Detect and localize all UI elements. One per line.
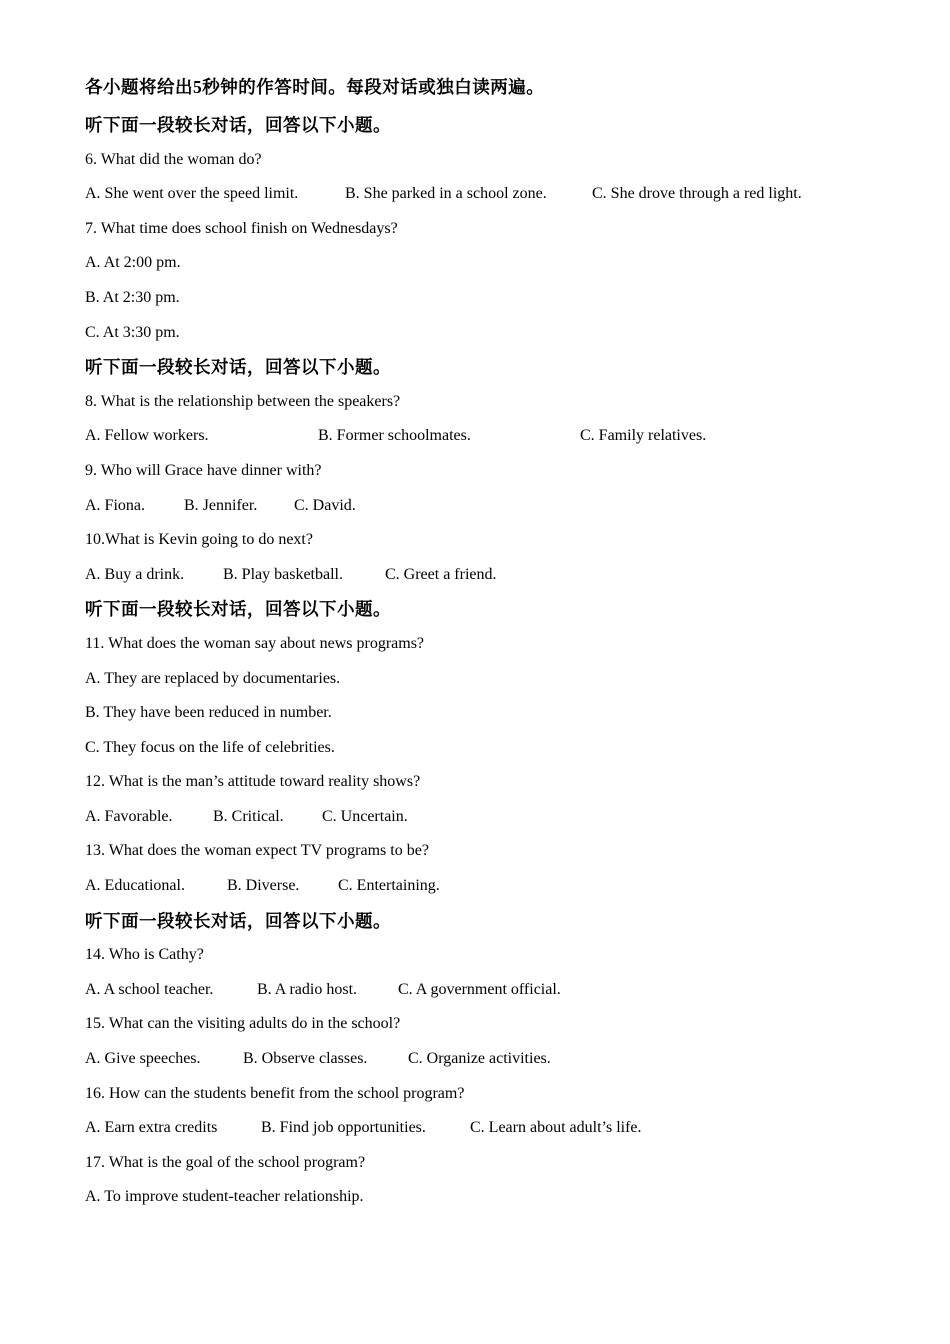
option-c: C. Entertaining. [338,877,440,895]
option-c: C. David. [294,496,356,514]
question-16: 16. How can the students benefit from the school program? [85,1084,465,1102]
question-9-options [85,496,920,531]
option-c: C. Uncertain. [322,807,408,825]
option-a: A. She went over the speed limit. [85,185,299,203]
option-b: B. Jennifer. [184,496,258,514]
section-header-1: 听下面一段较长对话，回答以下小题。 [85,115,391,135]
section-header-2: 听下面一段较长对话，回答以下小题。 [85,357,391,378]
option-c: C. Greet a friend. [385,565,497,583]
option-a: A. Earn extra credits [85,1119,218,1137]
option-a: A. Fiona. [85,496,145,514]
option-c: C. Learn about adult’s life. [470,1119,642,1137]
question-13-options [85,876,920,911]
option-b: B. Observe classes. [243,1050,368,1068]
option-c: C. Organize activities. [408,1050,551,1068]
question-14: 14. Who is Cathy? [85,946,204,964]
option-b: B. Diverse. [227,877,300,895]
option-a: A. Buy a drink. [85,565,185,583]
option-a: A. Favorable. [85,807,173,825]
question-11-option-a: A. They are replaced by documentaries. [85,669,341,687]
option-b: B. Find job opportunities. [261,1119,426,1137]
question-12-options [85,807,920,842]
question-10-options [85,565,920,600]
section-header-3: 听下面一段较长对话，回答以下小题。 [85,599,391,620]
question-16-options [85,1118,920,1153]
question-8-options [85,426,920,461]
question-10: 10.What is Kevin going to do next? [85,531,313,549]
instruction-line: 各小题将给出5秒钟的作答时间。每段对话或独白读两遍。 [85,77,545,97]
question-7-option-b: B. At 2:30 pm. [85,288,180,306]
question-7: 7. What time does school finish on Wednesdays? [85,219,398,237]
option-b: B. A radio host. [257,980,358,998]
section-header-4: 听下面一段较长对话，回答以下小题。 [85,910,391,931]
question-6: 6. What did the woman do? [85,150,262,168]
question-17: 17. What is the goal of the school program? [85,1153,366,1171]
option-a: A. Fellow workers. [85,427,209,445]
question-8: 8. What is the relationship between the speakers? [85,392,401,410]
question-11: 11. What does the woman say about news programs? [85,634,425,652]
question-7-option-c: C. At 3:30 pm. [85,323,180,341]
option-b: B. She parked in a school zone. [345,185,547,203]
option-c: C. Family relatives. [580,427,707,445]
option-b: B. Critical. [213,807,284,825]
question-15-options [85,1049,920,1084]
question-14-options [85,980,920,1015]
option-a: A. A school teacher. [85,980,214,998]
option-c: C. A government official. [398,980,561,998]
question-6-options [85,184,920,219]
question-17-option-a: A. To improve student-teacher relationship. [85,1188,364,1206]
option-b: B. Play basketball. [223,565,343,583]
question-13: 13. What does the woman expect TV programs to be? [85,842,429,860]
question-12: 12. What is the man’s attitude toward reality shows? [85,773,421,791]
question-11-option-b: B. They have been reduced in number. [85,704,332,722]
question-15: 15. What can the visiting adults do in the school? [85,1015,401,1033]
option-b: B. Former schoolmates. [318,427,471,445]
option-a: A. Give speeches. [85,1050,201,1068]
question-9: 9. Who will Grace have dinner with? [85,461,322,479]
option-c: C. She drove through a red light. [592,185,802,203]
question-7-option-a: A. At 2:00 pm. [85,254,181,272]
option-a: A. Educational. [85,877,185,895]
question-11-option-c: C. They focus on the life of celebrities. [85,738,335,756]
